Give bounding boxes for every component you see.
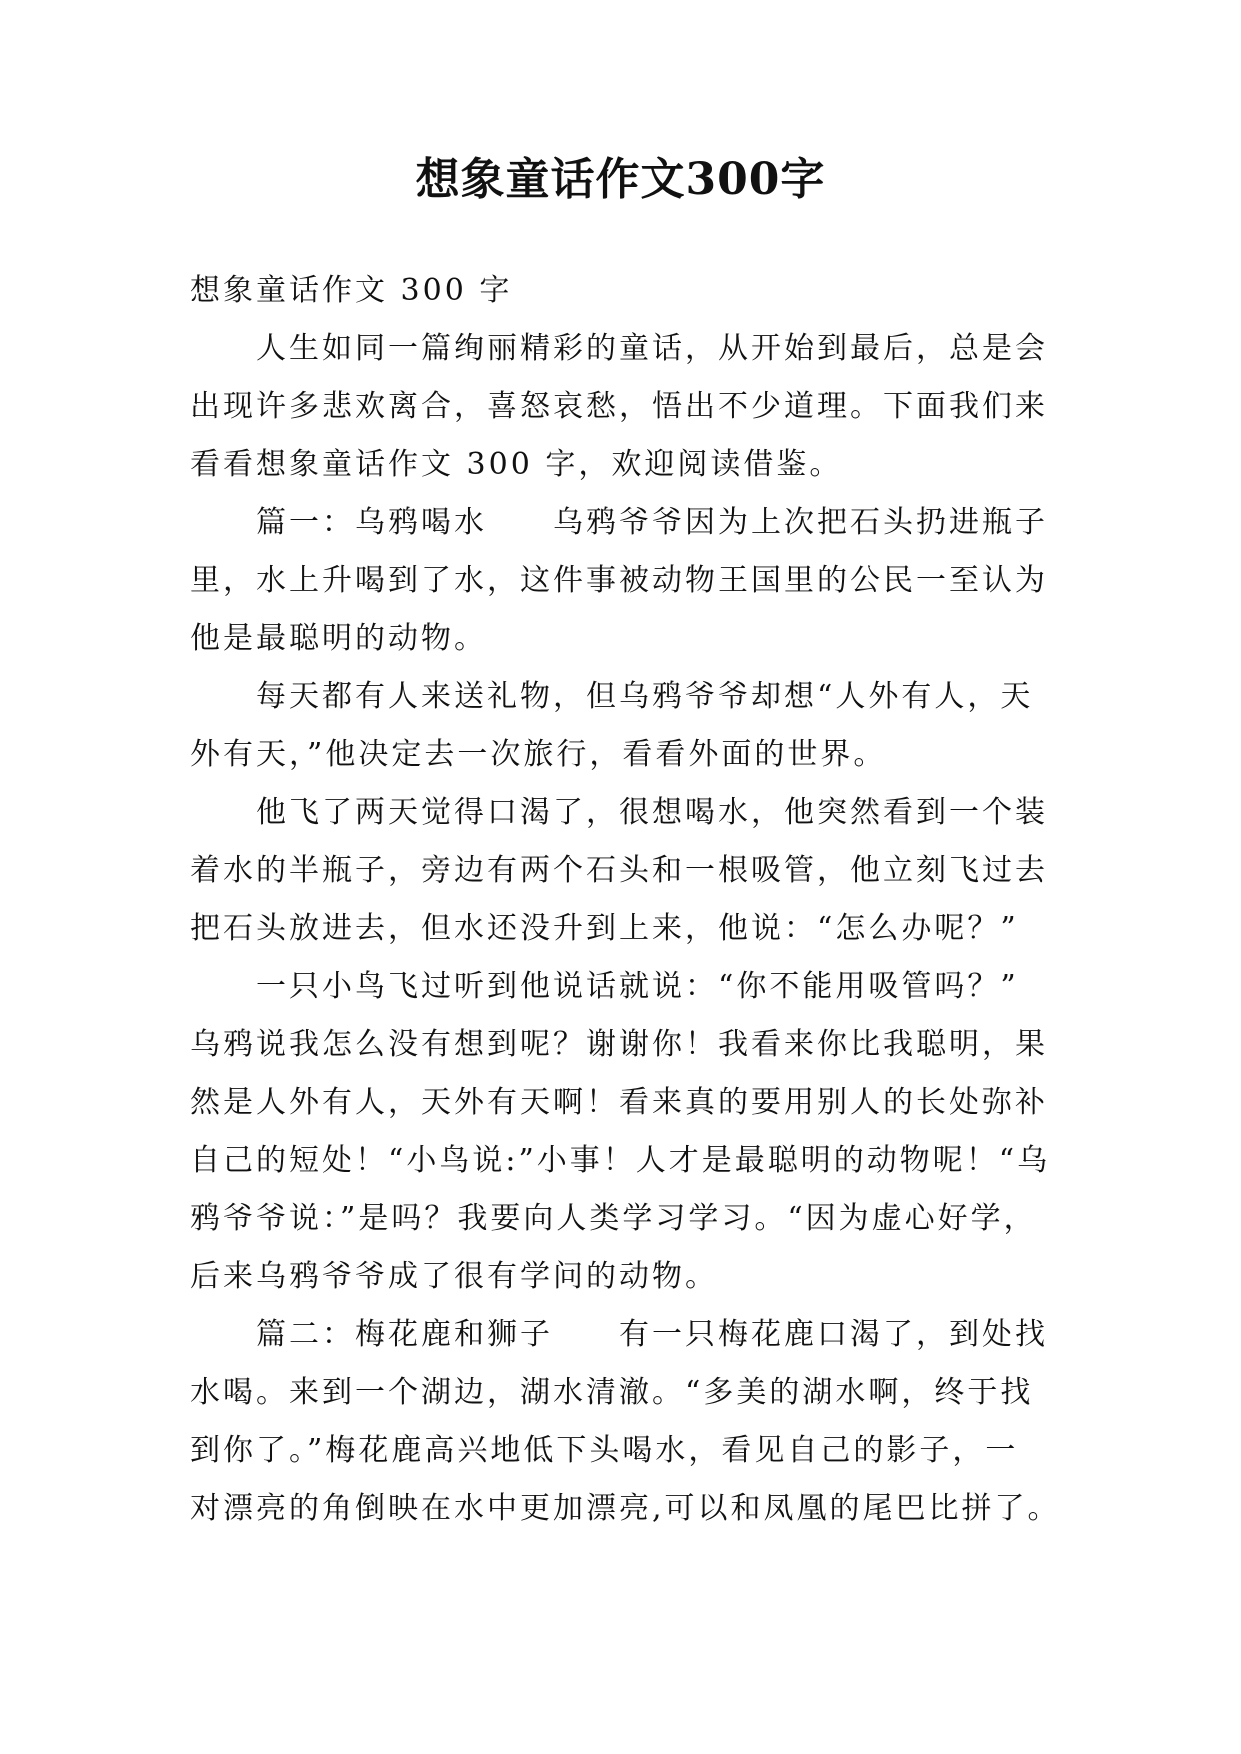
- text-line: 篇一：乌鸦喝水 乌鸦爷爷因为上次把石头扔进瓶子: [256, 505, 1048, 540]
- text-line: 里，水上升喝到了水，这件事被动物王国里的公民一至认为: [190, 563, 1048, 598]
- text-line: 每天都有人来送礼物，但乌鸦爷爷却想“人外有人，天: [256, 679, 1034, 714]
- text-line: 出现许多悲欢离合，喜怒哀愁，悟出不少道理。下面我们来: [190, 389, 1048, 424]
- text-line: 水喝。来到一个湖边，湖水清澈。“多美的湖水啊，终于找: [190, 1375, 1034, 1410]
- text-line: 鸦爷爷说：”是吗？我要向人类学习学习。“因为虚心好学，: [190, 1201, 1037, 1236]
- document-body: [190, 262, 1060, 1538]
- text-line: 外有天，”他决定去一次旅行，看看外面的世界。: [190, 737, 887, 772]
- document-title: 想象童话作文300字: [415, 154, 826, 205]
- text-line: 一只小鸟飞过听到他说话就说：“你不能用吸管吗？”: [256, 969, 1019, 1004]
- text-line: 看看想象童话作文 300 字，欢迎阅读借鉴。: [190, 447, 843, 482]
- text-line: 到你了。”梅花鹿高兴地低下头喝水，看见自己的影子，一: [190, 1433, 1019, 1468]
- text-line: 把石头放进去，但水还没升到上来，他说：“怎么办呢？”: [190, 911, 1019, 946]
- text-line: 然是人外有人，天外有天啊！看来真的要用别人的长处弥补: [190, 1085, 1048, 1120]
- text-line: 篇二：梅花鹿和狮子 有一只梅花鹿口渴了，到处找: [256, 1317, 1048, 1352]
- text-line: 对漂亮的角倒映在水中更加漂亮,可以和凤凰的尾巴比拼了。: [190, 1491, 1061, 1526]
- text-line: 想象童话作文 300 字: [190, 273, 513, 308]
- text-line: 他是最聪明的动物。: [190, 621, 487, 656]
- text-line: 乌鸦说我怎么没有想到呢？谢谢你！我看来你比我聪明，果: [190, 1027, 1048, 1062]
- text-line: 着水的半瓶子，旁边有两个石头和一根吸管，他立刻飞过去: [190, 853, 1048, 888]
- text-line: 自己的短处！“小鸟说:”小事！人才是最聪明的动物呢！“乌: [190, 1143, 1051, 1178]
- text-line: 人生如同一篇绚丽精彩的童话，从开始到最后，总是会: [256, 331, 1048, 366]
- text-line: 他飞了两天觉得口渴了，很想喝水，他突然看到一个装: [256, 795, 1048, 830]
- text-line: 后来乌鸦爷爷成了很有学问的动物。: [190, 1259, 718, 1294]
